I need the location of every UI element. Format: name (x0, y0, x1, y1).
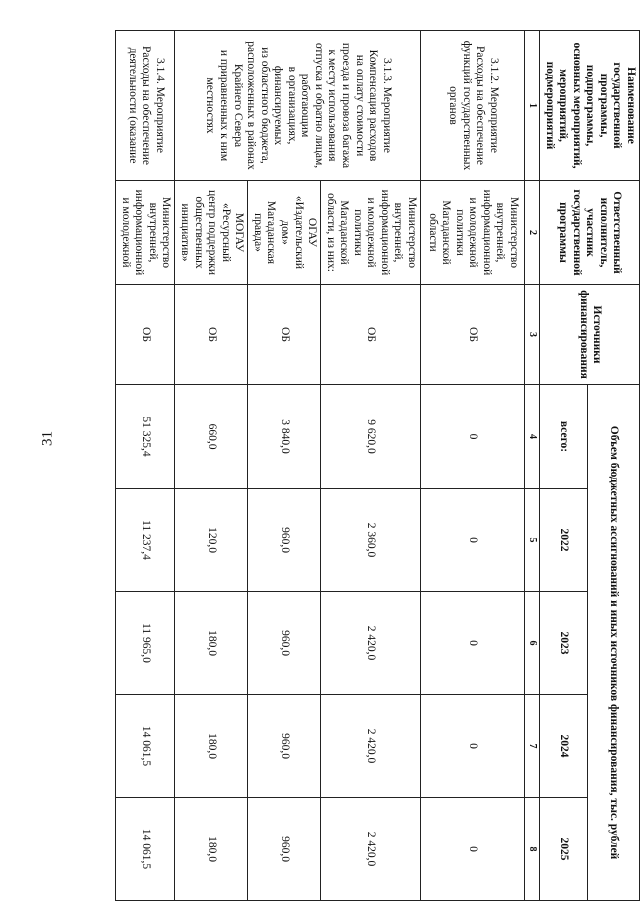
table-row (421, 31, 525, 901)
value-2025: 14 061,5 (116, 798, 175, 901)
value-2024: 2 420,0 (321, 695, 421, 798)
budget-table (115, 30, 640, 901)
row-executor: Министерство внутренней, информационной и молодежной политики Магаданской области (421, 181, 525, 285)
value-2024: 0 (421, 695, 525, 798)
value-2023: 11 965,0 (116, 592, 175, 695)
value-2022: 2 360,0 (321, 489, 421, 592)
header-year-2025: 2025 (540, 798, 588, 901)
header-year-total: всего: (540, 385, 588, 489)
row-executor: Министерство внутренней, информационной и молодежной (116, 181, 175, 285)
value-2023: 2 420,0 (321, 592, 421, 695)
col-index-4: 4 (525, 385, 540, 489)
col-index-1: 1 (525, 31, 540, 181)
header-volume: Объем бюджетных ассигнований и иных источников финансирования, тыс. рублей (587, 385, 639, 901)
row-source: ОБ (321, 285, 421, 385)
row-source: ОБ (116, 285, 175, 385)
header-name: Наименование государственной программы, подпрограммы, основных мероприятий, мероприятий, подмероприятий (540, 31, 640, 181)
row-executor: Министерство внутренней, информационной и молодежной политики Магаданской области, из них: (321, 181, 421, 285)
value-total: 660,0 (175, 385, 248, 489)
value-2024: 180,0 (175, 695, 248, 798)
table-row (116, 31, 175, 901)
value-2025: 180,0 (175, 798, 248, 901)
header-year-2024: 2024 (540, 695, 588, 798)
col-index-6: 6 (525, 592, 540, 695)
rotated-page (120, 30, 640, 900)
value-total: 0 (421, 385, 525, 489)
value-total: 51 325,4 (116, 385, 175, 489)
subrow-executor: ОГАУ «Издательский дом» Магаданская правда» (248, 181, 321, 285)
col-index-7: 7 (525, 695, 540, 798)
header-executor: Ответственный исполнитель, участник государственной программы (540, 181, 640, 285)
header-year-2022: 2022 (540, 489, 588, 592)
value-2025: 0 (421, 798, 525, 901)
value-2022: 0 (421, 489, 525, 592)
value-2025: 2 420,0 (321, 798, 421, 901)
row-name: 3.1.2. Мероприятие Расходы на обеспечение функций государственных органов (421, 31, 525, 181)
value-2022: 120,0 (175, 489, 248, 592)
header-source: Источники финансирования (540, 285, 640, 385)
value-2023: 960,0 (248, 592, 321, 695)
column-index-row (525, 31, 540, 901)
table-row (321, 31, 421, 901)
value-total: 9 620,0 (321, 385, 421, 489)
row-source: ОБ (421, 285, 525, 385)
col-index-3: 3 (525, 285, 540, 385)
col-index-8: 8 (525, 798, 540, 901)
subrow-source: ОБ (248, 285, 321, 385)
value-2022: 11 237,4 (116, 489, 175, 592)
value-2024: 14 061,5 (116, 695, 175, 798)
row-name: 3.1.3. Мероприятие Компенсация расходов на оплату стоимости проезда и провоза багажа к месту использования отпуска и обратно лицам, работающим в организациях, финансируемых из областного бюджета, расположенных в районах Крайнего Севера и приравненных к ним местностях (175, 31, 421, 181)
header-row (587, 31, 639, 901)
row-name: 3.1.4. Мероприятие Расходы на обеспечение деятельности (оказание (116, 31, 175, 181)
value-2023: 0 (421, 592, 525, 695)
value-2023: 180,0 (175, 592, 248, 695)
value-total: 3 840,0 (248, 385, 321, 489)
page-number: 31 (39, 431, 56, 446)
header-year-2023: 2023 (540, 592, 588, 695)
value-2024: 960,0 (248, 695, 321, 798)
value-2022: 960,0 (248, 489, 321, 592)
col-index-5: 5 (525, 489, 540, 592)
col-index-2: 2 (525, 181, 540, 285)
subrow-source: ОБ (175, 285, 248, 385)
subrow-executor: МОГАУ «Ресурсный центр поддержки общественных инициатив» (175, 181, 248, 285)
value-2025: 960,0 (248, 798, 321, 901)
